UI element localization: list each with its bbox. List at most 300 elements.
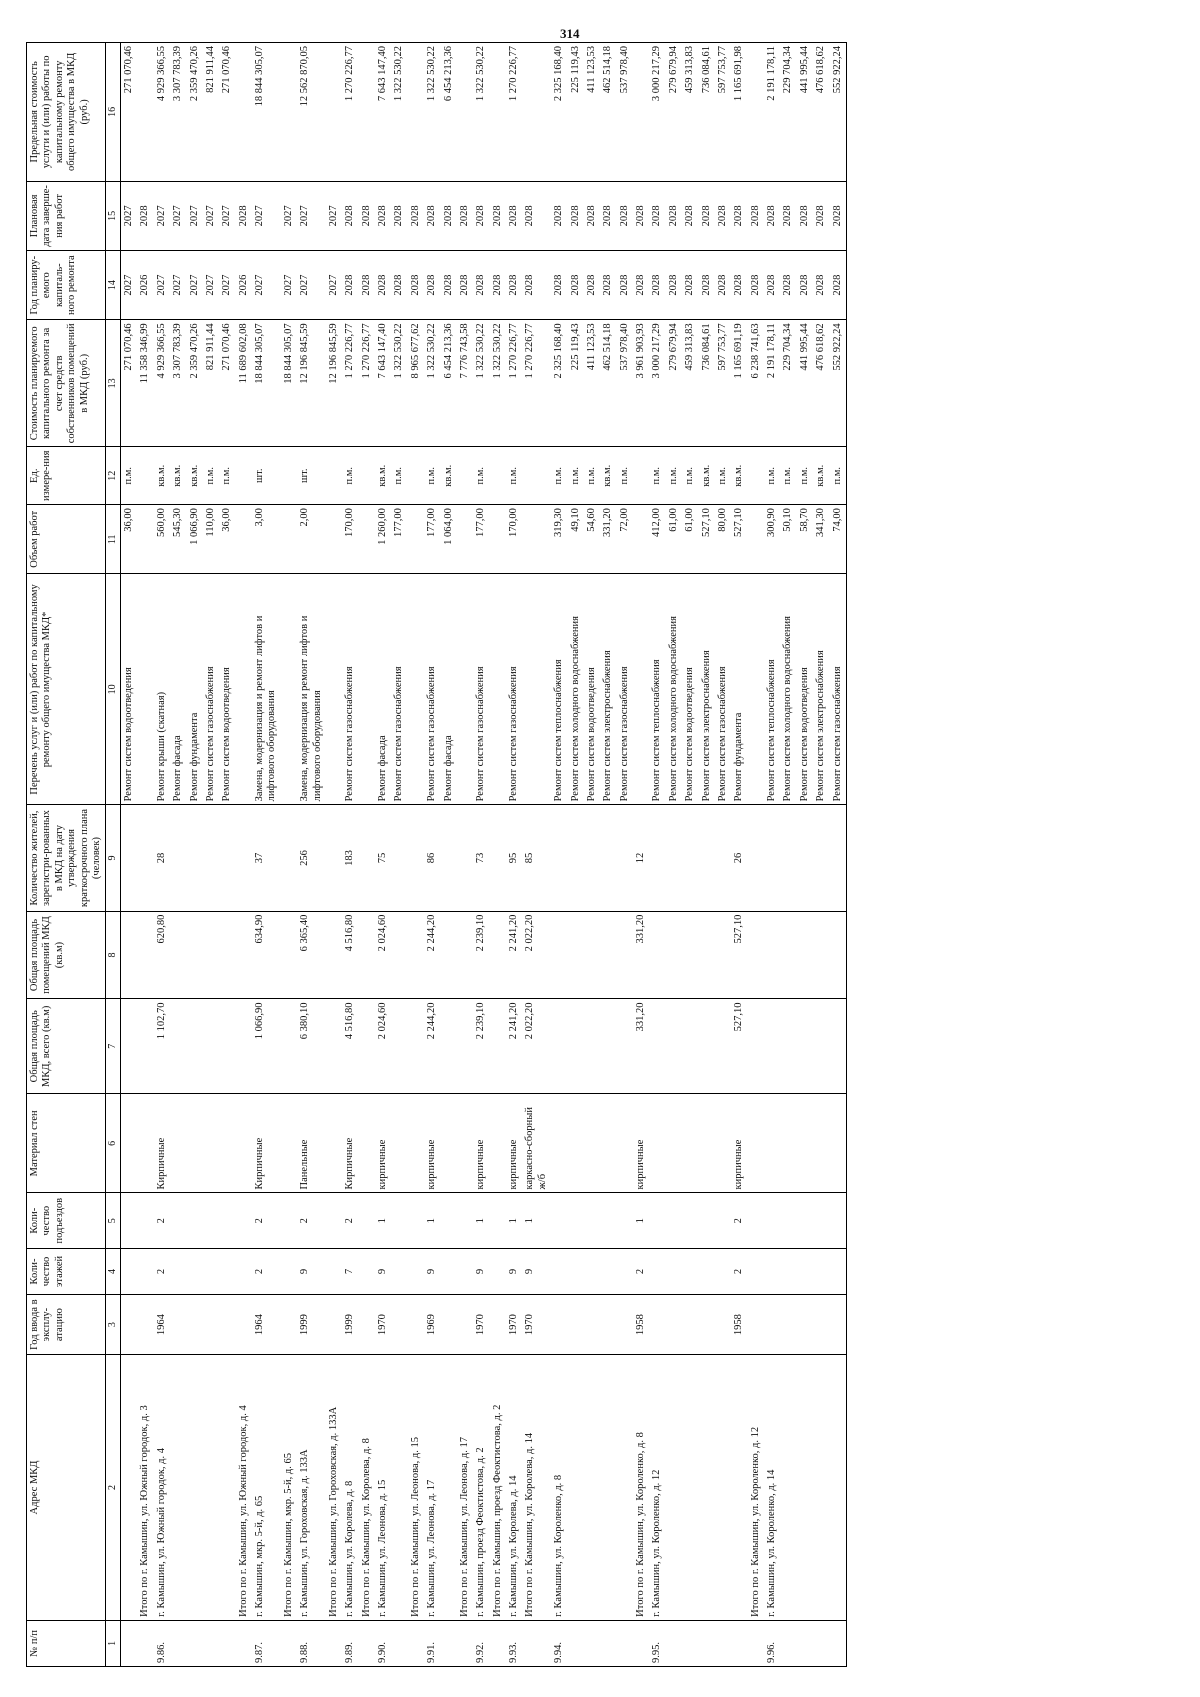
table-cell: 462 514,18 (600, 43, 616, 182)
table-cell (748, 805, 764, 911)
table-cell: 2 (731, 1248, 747, 1294)
table-cell: 634,90 (252, 911, 281, 999)
table-cell: 2 325 168,40 (551, 43, 567, 182)
table-cell (236, 911, 252, 999)
table-cell (584, 1094, 600, 1193)
table-cell: 6 454 213,36 (441, 320, 457, 447)
table-cell (236, 505, 252, 574)
table-cell: 2028 (391, 251, 407, 320)
table-cell (748, 1094, 764, 1193)
table-cell (682, 1193, 698, 1248)
table-cell: 2028 (748, 251, 764, 320)
table-cell: 1 165 691,19 (731, 320, 747, 447)
table-row (568, 43, 584, 1667)
table-cell: 2028 (522, 251, 551, 320)
table-row (281, 43, 297, 1667)
table-cell (584, 1355, 600, 1621)
column-number: 5 (106, 1193, 121, 1248)
table-cell (219, 805, 235, 911)
table-cell (170, 1248, 186, 1294)
table-cell: 560,00 (154, 505, 170, 574)
table-cell: 1964 (252, 1295, 281, 1355)
table-cell: 2028 (633, 181, 649, 250)
table-cell (617, 1193, 633, 1248)
table-cell: 2 241,20 (506, 911, 522, 999)
table-cell (408, 505, 424, 574)
table-cell: 2028 (699, 251, 715, 320)
table-cell (551, 1094, 567, 1193)
table-cell: 2028 (342, 251, 358, 320)
table-cell: Ремонт фасада (441, 574, 457, 805)
table-cell: 476 618,62 (813, 43, 829, 182)
table-cell (490, 574, 506, 805)
table-cell: 2028 (600, 181, 616, 250)
table-cell (203, 1620, 219, 1666)
table-cell: 412,00 (649, 505, 665, 574)
table-cell: 411 123,53 (584, 43, 600, 182)
table-cell (121, 805, 138, 911)
table-cell (682, 1248, 698, 1294)
column-number: 8 (106, 911, 121, 999)
table-cell: 411 123,53 (584, 320, 600, 447)
table-cell (359, 1248, 375, 1294)
table-cell (408, 1193, 424, 1248)
table-cell: 2028 (342, 181, 358, 250)
table-cell: 3 961 903,93 (633, 320, 649, 447)
table-cell (617, 805, 633, 911)
table-cell (731, 1620, 747, 1666)
table-cell (359, 1620, 375, 1666)
table-cell (617, 911, 633, 999)
table-cell (121, 1355, 138, 1621)
table-cell (797, 1193, 813, 1248)
table-cell (236, 805, 252, 911)
table-cell (203, 1355, 219, 1621)
table-cell: г. Камышин, проезд Феоктистова, д. 2 (473, 1355, 489, 1621)
table-cell (797, 1248, 813, 1294)
table-cell: 1958 (731, 1295, 747, 1355)
table-cell (490, 805, 506, 911)
table-cell (813, 805, 829, 911)
table-row (375, 43, 391, 1667)
table-cell (391, 1094, 407, 1193)
table-row (170, 43, 186, 1667)
column-number: 6 (106, 1094, 121, 1193)
table-cell (490, 505, 506, 574)
table-cell (326, 574, 342, 805)
table-cell (584, 1248, 600, 1294)
table-cell: 2027 (154, 181, 170, 250)
column-header: № п/п (27, 1620, 106, 1666)
table-cell: 58,70 (797, 505, 813, 574)
column-number: 9 (106, 805, 121, 911)
table-cell (236, 43, 252, 182)
table-cell (441, 1355, 457, 1621)
table-cell: 2,00 (297, 505, 326, 574)
table-cell: 2028 (408, 251, 424, 320)
table-cell (830, 1620, 847, 1666)
table-cell (813, 1094, 829, 1193)
table-cell: 527,10 (731, 911, 747, 999)
table-row (617, 43, 633, 1667)
table-cell (568, 1248, 584, 1294)
capital-repair-table (26, 42, 847, 1667)
column-header: Материал стен (27, 1094, 106, 1193)
table-cell (391, 1620, 407, 1666)
table-cell: п.м. (830, 447, 847, 505)
table-row (121, 43, 138, 1667)
table-cell: 9 (375, 1248, 391, 1294)
table-cell: 2 239,10 (473, 999, 489, 1094)
table-cell: 74,00 (830, 505, 847, 574)
table-cell: 183 (342, 805, 358, 911)
table-cell: 177,00 (424, 505, 440, 574)
table-row (137, 43, 153, 1667)
table-cell (490, 1295, 506, 1355)
table-cell (219, 1620, 235, 1666)
table-cell: 537 978,40 (617, 320, 633, 447)
table-cell (121, 911, 138, 999)
table-cell: 3 000 217,29 (649, 320, 665, 447)
table-cell (203, 1248, 219, 1294)
table-cell (797, 1295, 813, 1355)
table-cell (715, 1193, 731, 1248)
table-cell: Ремонт систем теплоснабжения (764, 574, 780, 805)
table-cell: 2028 (551, 181, 567, 250)
table-cell (780, 1355, 796, 1621)
table-cell: 462 514,18 (600, 320, 616, 447)
table-cell: 86 (424, 805, 440, 911)
table-cell: 9 (297, 1248, 326, 1294)
table-cell (187, 805, 203, 911)
table-cell: 80,00 (715, 505, 731, 574)
table-cell: 620,80 (154, 911, 170, 999)
table-cell: 2027 (252, 181, 281, 250)
table-cell (170, 1295, 186, 1355)
table-cell (780, 1193, 796, 1248)
table-cell: 2028 (473, 251, 489, 320)
table-cell: 2027 (121, 251, 138, 320)
table-cell (236, 447, 252, 505)
table-cell (633, 43, 649, 182)
table-cell: шт. (297, 447, 326, 505)
table-cell: 9 (506, 1248, 522, 1294)
table-cell: 2028 (633, 251, 649, 320)
column-number: 3 (106, 1295, 121, 1355)
table-cell (699, 1355, 715, 1621)
table-cell (764, 911, 780, 999)
table-cell (617, 999, 633, 1094)
table-cell (748, 1295, 764, 1355)
table-cell (441, 805, 457, 911)
table-cell: 95 (506, 805, 522, 911)
table-cell (457, 1295, 473, 1355)
table-cell: 2028 (797, 251, 813, 320)
table-cell: 170,00 (506, 505, 522, 574)
table-row (584, 43, 600, 1667)
table-cell: 49,10 (568, 505, 584, 574)
table-cell (551, 805, 567, 911)
table-cell (219, 911, 235, 999)
table-cell: 2 325 168,40 (551, 320, 567, 447)
table-cell: 2028 (617, 181, 633, 250)
table-cell: 9.92. (473, 1620, 489, 1666)
table-cell (281, 1094, 297, 1193)
table-cell: 85 (522, 805, 551, 911)
table-cell (748, 447, 764, 505)
table-cell: 2028 (551, 251, 567, 320)
table-cell (797, 1094, 813, 1193)
table-cell: г. Камышин, ул. Южный городок, д. 4 (154, 1355, 170, 1621)
table-cell: 2027 (281, 251, 297, 320)
table-cell: 4 516,80 (342, 911, 358, 999)
table-cell: 3 307 783,39 (170, 320, 186, 447)
table-cell (649, 1295, 665, 1355)
table-cell (170, 999, 186, 1094)
table-cell (236, 1248, 252, 1294)
table-cell (666, 1094, 682, 1193)
table-cell (391, 1248, 407, 1294)
table-cell (281, 447, 297, 505)
table-cell (649, 999, 665, 1094)
table-cell: Ремонт систем газоснабжения (424, 574, 440, 805)
table-cell: 2028 (600, 251, 616, 320)
table-cell (649, 911, 665, 999)
table-cell: 7 (342, 1248, 358, 1294)
table-cell (187, 1620, 203, 1666)
table-cell: 2027 (219, 251, 235, 320)
table-cell (830, 805, 847, 911)
table-cell: Ремонт систем газоснабжения (203, 574, 219, 805)
table-cell (441, 999, 457, 1094)
table-cell (359, 447, 375, 505)
table-cell: 9.93. (506, 1620, 522, 1666)
table-row (682, 43, 698, 1667)
table-cell (326, 43, 342, 182)
table-cell (137, 1094, 153, 1193)
table-cell (137, 1193, 153, 1248)
table-cell: 9.86. (154, 1620, 170, 1666)
column-number: 13 (106, 320, 121, 447)
page-number: 314 (560, 26, 580, 41)
table-cell (359, 1193, 375, 1248)
table-cell (137, 43, 153, 182)
table-cell (236, 1094, 252, 1193)
table-cell: 2028 (764, 181, 780, 250)
table-cell: 2028 (391, 181, 407, 250)
table-cell (490, 911, 506, 999)
table-cell (236, 1295, 252, 1355)
table-cell (649, 805, 665, 911)
table-cell: Ремонт систем газоснабжения (506, 574, 522, 805)
table-cell (780, 1295, 796, 1355)
table-cell: 1 270 226,77 (506, 43, 522, 182)
table-cell: 2027 (219, 181, 235, 250)
table-cell: Ремонт систем теплоснабжения (649, 574, 665, 805)
table-cell: 279 679,94 (666, 43, 682, 182)
table-cell: Итого по г. Камышин, ул. Короленко, д. 12 (748, 1355, 764, 1621)
table-cell (441, 1094, 457, 1193)
table-cell: кирпичные (424, 1094, 440, 1193)
table-cell: 341,30 (813, 505, 829, 574)
table-cell: п.м. (584, 447, 600, 505)
table-cell (326, 1295, 342, 1355)
table-cell (137, 1620, 153, 1666)
table-cell (715, 1295, 731, 1355)
table-cell: Ремонт систем водоотведения (584, 574, 600, 805)
column-number: 12 (106, 447, 121, 505)
table-cell (715, 911, 731, 999)
table-cell: 2027 (187, 251, 203, 320)
table-cell: Ремонт фасада (375, 574, 391, 805)
table-cell (699, 1295, 715, 1355)
table-cell: 1 270 226,77 (342, 43, 358, 182)
column-header: Год ввода в эксплу-атацию (27, 1295, 106, 1355)
table-cell: 1 322 530,22 (473, 43, 489, 182)
table-row (600, 43, 616, 1667)
table-cell (408, 911, 424, 999)
table-cell: 271 070,46 (121, 43, 138, 182)
table-cell: 9 (522, 1248, 551, 1294)
table-cell: 1 270 226,77 (342, 320, 358, 447)
table-cell: 12 196 845,59 (326, 320, 342, 447)
table-cell: Ремонт фундамента (187, 574, 203, 805)
table-cell (699, 1620, 715, 1666)
table-cell (764, 1295, 780, 1355)
table-cell (731, 1355, 747, 1621)
table-cell (522, 43, 551, 182)
table-cell (359, 1094, 375, 1193)
table-cell (236, 1620, 252, 1666)
table-cell: 2028 (780, 251, 796, 320)
table-cell (408, 1094, 424, 1193)
table-cell (699, 911, 715, 999)
table-cell: 72,00 (617, 505, 633, 574)
table-cell: 2027 (203, 181, 219, 250)
table-cell (813, 1295, 829, 1355)
table-cell: 537 978,40 (617, 43, 633, 182)
column-header: Объем работ (27, 505, 106, 574)
table-cell: 2028 (568, 181, 584, 250)
table-cell: г. Камышин, ул. Короленко, д. 8 (551, 1355, 567, 1621)
table-cell (633, 1620, 649, 1666)
table-body (121, 43, 847, 1667)
table-cell: 2 (252, 1193, 281, 1248)
table-cell: 1969 (424, 1295, 440, 1355)
table-cell: кв.м. (731, 447, 747, 505)
table-cell (715, 805, 731, 911)
table-cell (797, 999, 813, 1094)
table-cell: 2028 (731, 181, 747, 250)
table-cell: 2 022,20 (522, 999, 551, 1094)
table-cell (666, 1620, 682, 1666)
table-cell: 177,00 (391, 505, 407, 574)
table-cell (682, 999, 698, 1094)
table-cell (121, 1193, 138, 1248)
table-cell: п.м. (797, 447, 813, 505)
table-cell: 2027 (326, 181, 342, 250)
table-cell (666, 1193, 682, 1248)
table-row (715, 43, 731, 1667)
table-cell: 2028 (375, 181, 391, 250)
table-cell (408, 1295, 424, 1355)
table-cell (441, 1295, 457, 1355)
table-cell: 110,00 (203, 505, 219, 574)
table-cell (281, 574, 297, 805)
table-cell (359, 999, 375, 1094)
table-cell: 1964 (154, 1295, 170, 1355)
table-cell: 2028 (813, 251, 829, 320)
table-row (830, 43, 847, 1667)
table-cell (682, 1094, 698, 1193)
table-cell (408, 43, 424, 182)
table-cell: 2 024,60 (375, 911, 391, 999)
table-cell: г. Камышин, ул. Короленко, д. 12 (649, 1355, 665, 1621)
table-cell: 331,20 (600, 505, 616, 574)
table-cell (830, 999, 847, 1094)
table-row (219, 43, 235, 1667)
table-cell: 11 358 346,99 (137, 320, 153, 447)
table-cell (391, 1193, 407, 1248)
table-cell (187, 911, 203, 999)
table-cell (830, 911, 847, 999)
table-cell (359, 43, 375, 182)
table-cell (137, 1295, 153, 1355)
table-cell: 1 270 226,77 (522, 320, 551, 447)
table-cell (813, 1355, 829, 1621)
table-cell: 7 643 147,40 (375, 43, 391, 182)
table-cell: кв.м. (170, 447, 186, 505)
table-cell: 1999 (297, 1295, 326, 1355)
table-cell: 545,30 (170, 505, 186, 574)
table-cell: 2028 (506, 181, 522, 250)
column-number: 11 (106, 505, 121, 574)
table-cell: кирпичные (731, 1094, 747, 1193)
table-cell: 9.89. (342, 1620, 358, 1666)
table-cell (219, 1193, 235, 1248)
table-row (203, 43, 219, 1667)
table-cell (715, 1355, 731, 1621)
table-cell: 2028 (715, 251, 731, 320)
table-cell: 1 102,70 (154, 999, 170, 1094)
table-cell (408, 1248, 424, 1294)
table-cell: 552 922,24 (830, 43, 847, 182)
table-cell (813, 999, 829, 1094)
column-header: Год планиру-емого капиталь-ного ремонта (27, 251, 106, 320)
table-cell: кв.м. (813, 447, 829, 505)
table-cell (490, 1193, 506, 1248)
table-cell (203, 805, 219, 911)
table-cell (813, 1248, 829, 1294)
table-cell: 2028 (441, 251, 457, 320)
table-cell (490, 447, 506, 505)
table-cell: 441 995,44 (797, 43, 813, 182)
table-cell (699, 805, 715, 911)
table-cell: 61,00 (682, 505, 698, 574)
table-cell: 271 070,46 (219, 43, 235, 182)
table-cell: 9.88. (297, 1620, 326, 1666)
table-cell: 4 929 366,55 (154, 43, 170, 182)
table-cell: 2028 (830, 251, 847, 320)
table-cell: 1 270 226,77 (506, 320, 522, 447)
table-cell: 1 064,00 (441, 505, 457, 574)
table-cell (600, 1193, 616, 1248)
table-cell (203, 1295, 219, 1355)
table-cell: 2028 (682, 181, 698, 250)
table-cell (408, 805, 424, 911)
table-row (252, 43, 281, 1667)
table-cell: 331,20 (633, 911, 649, 999)
